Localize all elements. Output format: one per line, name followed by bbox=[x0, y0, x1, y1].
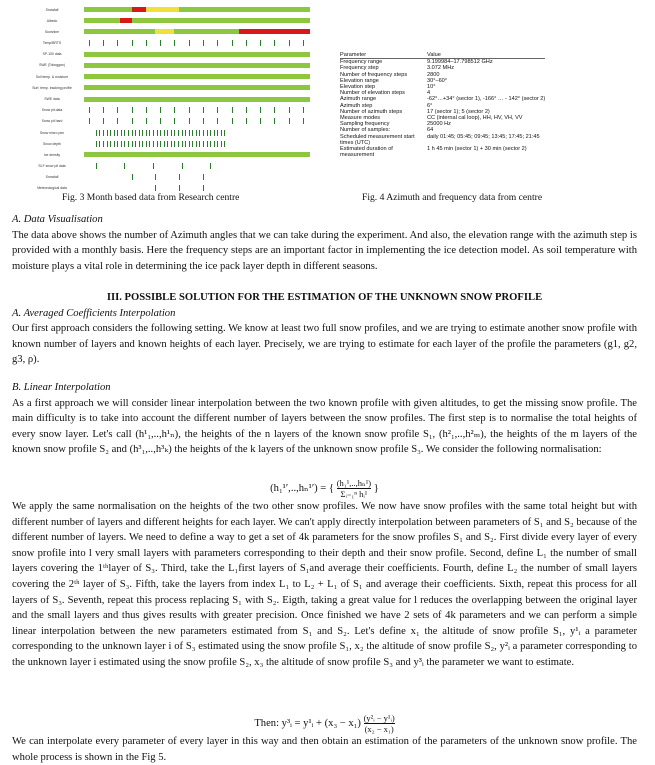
subsection-b-body-1: As a first approach we will consider linear interpolation between the two known profile with given altitudes, to get the missing snow profile. The main difficulty is to take into account the different number of layers between the snow profiles. The first step is to normalise the total heights of every snow layer. Let's call (h¹₁,..,h¹ₙ), the heights of the n layers of the known snow profile S₁, (h²₁,..,h²ₘ), the heights of the m layers of the known snow profile S₂ and (h³₁,..,h³ₖ) the heights of the k layers of the unknown snow profile S₃. We consider the following normalisation: bbox=[12, 397, 637, 456]
fig3-row-label: SWE (Toboggan) bbox=[39, 63, 65, 68]
fig3-tick bbox=[96, 130, 97, 136]
table-row bbox=[340, 146, 545, 158]
fig3-bar bbox=[132, 7, 146, 12]
fig3-tick bbox=[157, 130, 158, 136]
fig3-tick bbox=[167, 130, 168, 136]
subsection-a-title: A. Averaged Coefficients Interpolation bbox=[12, 307, 176, 319]
fig3-tick bbox=[246, 107, 247, 113]
param-name: Number of azimuth steps bbox=[340, 108, 403, 115]
fig3-tick bbox=[99, 141, 100, 147]
param-value: 10° bbox=[427, 84, 436, 91]
fig3-tick bbox=[207, 130, 208, 136]
fig3-tick bbox=[153, 130, 154, 136]
param-value: 25000 Hz bbox=[427, 121, 451, 128]
subsection-b bbox=[12, 380, 637, 458]
param-value: 64 bbox=[427, 127, 434, 134]
fig3-tick bbox=[149, 130, 150, 136]
section-iii bbox=[12, 290, 637, 368]
fig3-row-label: Soil temp. & moisture bbox=[35, 74, 69, 79]
fig3-tick bbox=[174, 141, 175, 147]
param-name: Number of samples: bbox=[340, 127, 391, 134]
fig3-row-label: SLF snow pit data bbox=[38, 164, 66, 169]
fig4-caption: Fig. 4 Azimuth and frequency data from centre bbox=[362, 192, 543, 203]
fig3-tick bbox=[203, 118, 204, 124]
fig3-tick bbox=[289, 107, 290, 113]
section-a-title: A. Data Visualisation bbox=[12, 214, 103, 225]
equation-interpolation bbox=[12, 713, 637, 734]
eq2-left: Then: y³ᵢ = y¹ᵢ + (x₃ − x₁) bbox=[254, 717, 361, 729]
fig3-tick bbox=[153, 141, 154, 147]
param-value: 30°–60° bbox=[427, 77, 448, 84]
fig3-tick bbox=[260, 118, 261, 124]
subsection-b-body-3: We can interpolate every parameter of every layer in this way and then obtain an estimation of the parameters of the unknown snow profile. The whole process is shown in the Fig 5. bbox=[12, 736, 637, 763]
fig3-bar bbox=[239, 29, 310, 34]
fig3-tick bbox=[160, 130, 161, 136]
subsection-b-title: B. Linear Interpolation bbox=[12, 382, 111, 393]
fig3-tick bbox=[189, 130, 190, 136]
eq1-numerator: (h₁¹,..,hₙ¹) bbox=[336, 478, 372, 488]
fig3-tick bbox=[274, 40, 275, 46]
fig3-tick bbox=[207, 141, 208, 147]
fig3-tick bbox=[289, 40, 290, 46]
fig3-tick bbox=[303, 118, 304, 124]
figure-3-month-data bbox=[22, 4, 322, 194]
fig3-tick bbox=[189, 141, 190, 147]
fig3-row-label: Snow depth bbox=[43, 141, 61, 146]
fig3-tick bbox=[217, 130, 218, 136]
fig3-tick bbox=[142, 141, 143, 147]
fig3-bar bbox=[120, 18, 132, 23]
fig3-tick bbox=[146, 107, 147, 113]
subsection-b-conclusion bbox=[12, 734, 637, 765]
fig3-tick bbox=[103, 141, 104, 147]
fig3-tick bbox=[117, 130, 118, 136]
param-name: Number of elevation steps bbox=[340, 90, 405, 97]
fig3-tick bbox=[203, 141, 204, 147]
fig3-tick bbox=[139, 130, 140, 136]
eq2-numerator: (y²ᵢ − y¹ᵢ) bbox=[363, 713, 395, 723]
fig3-tick bbox=[189, 40, 190, 46]
fig3-bar bbox=[179, 7, 310, 12]
table-row bbox=[340, 96, 545, 102]
fig3-row-label: Albedo bbox=[46, 18, 58, 23]
fig3-bar bbox=[84, 97, 310, 102]
fig3-tick bbox=[203, 130, 204, 136]
fig3-tick bbox=[121, 130, 122, 136]
fig3-tick bbox=[174, 40, 175, 46]
fig3-tick bbox=[124, 163, 125, 169]
fig3-row-label: SP-100 data bbox=[42, 52, 62, 57]
fig3-tick bbox=[142, 130, 143, 136]
fig3-row-label: Snow pit data bbox=[41, 108, 63, 113]
fig3-timeline-grid bbox=[84, 4, 322, 194]
fig3-tick bbox=[196, 141, 197, 147]
fig3-tick bbox=[164, 130, 165, 136]
fig3-tick bbox=[182, 163, 183, 169]
fig3-tick bbox=[289, 118, 290, 124]
fig3-row-label: Snowfall bbox=[45, 175, 59, 180]
fig3-tick bbox=[132, 141, 133, 147]
param-value: 4 bbox=[427, 90, 431, 97]
fig3-tick bbox=[178, 130, 179, 136]
param-value: 3.072 MHz bbox=[427, 65, 455, 72]
fig3-tick bbox=[157, 141, 158, 147]
fig3-tick bbox=[160, 40, 161, 46]
subsection-a-body: Our first approach considers the following setting. We know at least two full snow profiles, and we are trying to estimate another snow profile with known number of layers and known heights of each layer. Precisely, we are trying to estimate for each layer of the profile the parameters (g1, g2, g3, ρ). bbox=[12, 323, 637, 366]
fig3-bar bbox=[84, 152, 310, 157]
fig4-parameter-table bbox=[340, 52, 545, 158]
fig3-bar bbox=[132, 18, 311, 23]
fig3-tick bbox=[174, 130, 175, 136]
fig3-bar bbox=[84, 7, 132, 12]
fig3-tick bbox=[132, 40, 133, 46]
fig3-bar bbox=[146, 7, 179, 12]
fig3-tick bbox=[160, 107, 161, 113]
value-header: Value bbox=[427, 52, 545, 59]
fig3-tick bbox=[182, 130, 183, 136]
fig3-tick bbox=[155, 174, 156, 180]
fig3-tick bbox=[174, 107, 175, 113]
fig3-row-label: Snowfall bbox=[45, 7, 59, 12]
fig3-tick bbox=[203, 185, 204, 191]
fig3-row-label: Sunshine bbox=[44, 29, 60, 34]
fig3-tick bbox=[214, 141, 215, 147]
fig3-tick bbox=[117, 40, 118, 46]
fig3-tick bbox=[117, 141, 118, 147]
param-name: Elevation step bbox=[340, 84, 376, 91]
fig3-tick bbox=[232, 118, 233, 124]
fig3-tick bbox=[146, 141, 147, 147]
fig3-tick bbox=[114, 141, 115, 147]
param-value: 17 (sector 1); 5 (sector 2) bbox=[427, 108, 490, 115]
fig3-caption: Fig. 3 Month based data from Research centre bbox=[62, 192, 240, 203]
fig3-tick bbox=[146, 40, 147, 46]
fig3-tick bbox=[192, 130, 193, 136]
fig3-tick bbox=[117, 118, 118, 124]
fig3-tick bbox=[217, 141, 218, 147]
fig3-tick bbox=[89, 40, 90, 46]
fig3-tick bbox=[149, 141, 150, 147]
fig3-tick bbox=[203, 107, 204, 113]
fig3-bar bbox=[174, 29, 238, 34]
fig3-bar bbox=[84, 74, 310, 79]
subsection-b-body-2: We apply the same normalisation on the heights of the two other snow profiles. We now have snow profiles with the same total height but with different number of layers and different heights for each layer. We can't apply directly interpolation between parameters of S₁ and S₂ because of the different number of layers. We need to define a way to get a set of 4k parameters for the snow profiles S₁ and S₂. First divide every layer of every snow profile into l very small layers with parameters corresponding to their depth and their snow profile. Second, define L₁ the number of small layers covering the 1ᵗʰlayer of S₃. Third, take the L₁first layers of S₁and average their coefficients. Fourth, define L₂ the number of small layers covering the 2ᵗʰ layer of S₃. Fifth, take the layers from index L₁ to L₂ + L₁ of S₁ and average their coefficients. Sixth, repeat this process for all layers of S₃. Seventh, repeat this process replacing S₁ with S₂. Eigth, taking a great value for l reduces the overlapping between the original layer and the small layers and thus gives results with greater precision. Once finished we have 2 sets of 4k parameters and we can perform a simple linear interpolation between the new parameters estimated from S₁ and S₂. Let's define x₁ the altitude of snow profile S₁, y¹ᵢ a parameter corresponding to the unknown layer i of S₃ estimated using the snow profile S₁, x₂ the altitude of snow profile S₂, y²ᵢ a parameter corresponding to the unknown layer i estimated using the snow profile S₂, x₃ the altitude of snow profile S₃ and y³ᵢ the parameter we want to estimate. bbox=[12, 501, 637, 668]
fig3-tick bbox=[103, 40, 104, 46]
param-value: CC (internal cal loop), HH, HV, VH, VV bbox=[427, 115, 523, 122]
eq1-right: } bbox=[373, 482, 379, 494]
fig3-tick bbox=[303, 107, 304, 113]
fig3-tick bbox=[132, 107, 133, 113]
fig3-tick bbox=[224, 130, 225, 136]
fig3-tick bbox=[303, 40, 304, 46]
fig3-bar bbox=[84, 18, 120, 23]
fig3-tick bbox=[178, 141, 179, 147]
fig3-bar bbox=[84, 85, 310, 90]
fig3-tick bbox=[203, 174, 204, 180]
fig3-row-label: Ice density bbox=[43, 152, 61, 157]
param-name: Sampling frequency bbox=[340, 121, 390, 128]
fig3-tick bbox=[135, 141, 136, 147]
fig3-tick bbox=[189, 107, 190, 113]
fig3-tick bbox=[192, 141, 193, 147]
eq2-denominator: (x₂ − x₁) bbox=[364, 724, 394, 734]
fig3-tick bbox=[246, 40, 247, 46]
fig3-tick bbox=[124, 141, 125, 147]
fig3-tick bbox=[274, 118, 275, 124]
fig3-tick bbox=[96, 141, 97, 147]
eq1-denominator: Σᵢ₌₁ⁿ hᵢ¹ bbox=[340, 489, 368, 499]
fig3-tick bbox=[217, 40, 218, 46]
param-name: Azimuth range bbox=[340, 96, 377, 103]
fig3-tick bbox=[189, 118, 190, 124]
section-a-data-visualisation bbox=[12, 212, 637, 274]
fig3-bar bbox=[84, 63, 310, 68]
fig3-tick bbox=[132, 118, 133, 124]
fig3-tick bbox=[167, 141, 168, 147]
fig3-row-label: Meteorological data bbox=[37, 186, 67, 191]
param-header: Parameter bbox=[340, 52, 427, 59]
fig3-tick bbox=[132, 174, 133, 180]
eq1-left: (h₁¹′,..,hₙ¹′) = { bbox=[270, 482, 335, 494]
fig3-tick bbox=[221, 141, 222, 147]
subsection-b-continued bbox=[12, 499, 637, 671]
fig3-tick bbox=[199, 130, 200, 136]
fig3-tick bbox=[210, 130, 211, 136]
fig3-tick bbox=[132, 130, 133, 136]
fig3-tick bbox=[164, 141, 165, 147]
fig3-tick bbox=[171, 141, 172, 147]
param-name: Elevation range bbox=[340, 77, 379, 84]
fig3-tick bbox=[103, 130, 104, 136]
section-a-body: The data above shows the number of Azimuth angles that we can take during the experiment. And also, the elevation range with the azimuth step is provided with a monthly basis. Here the frequency steps are an important factor in implementing the ice detection model. As soil temperature with moisture plays a vital role in determining the ice pack layer depth in different seasons. bbox=[12, 229, 637, 272]
fig3-tick bbox=[124, 130, 125, 136]
fig3-tick bbox=[260, 107, 261, 113]
fig3-tick bbox=[224, 141, 225, 147]
fig3-bar bbox=[155, 29, 174, 34]
fig3-row-label: Surf. temp. tracking profile bbox=[32, 85, 72, 90]
fig3-tick bbox=[182, 141, 183, 147]
fig3-tick bbox=[114, 130, 115, 136]
fig3-row-label: SWE data bbox=[44, 97, 60, 101]
table-row bbox=[340, 59, 545, 66]
fig3-row-label: Temp/BRTS bbox=[42, 41, 62, 46]
fig3-tick bbox=[196, 130, 197, 136]
param-value: 2800 bbox=[427, 71, 440, 78]
fig3-tick bbox=[217, 107, 218, 113]
param-name: Frequency range bbox=[340, 59, 383, 66]
table-header-row bbox=[340, 52, 545, 59]
fig3-tick bbox=[110, 130, 111, 136]
fig3-tick bbox=[128, 130, 129, 136]
fig3-tick bbox=[107, 141, 108, 147]
fig3-tick bbox=[103, 118, 104, 124]
fig3-tick bbox=[96, 163, 97, 169]
param-name: Measure modes bbox=[340, 115, 381, 122]
fig3-bar bbox=[84, 52, 310, 57]
fig3-tick bbox=[128, 141, 129, 147]
fig3-tick bbox=[155, 185, 156, 191]
fig3-tick bbox=[232, 107, 233, 113]
param-value: 1 h 45 min (sector 1) + 30 min (sector 2) bbox=[427, 146, 527, 153]
fig3-tick bbox=[99, 130, 100, 136]
param-name: Estimated duration of measurement bbox=[340, 146, 393, 159]
fig3-row-label: Snow micro pen bbox=[39, 130, 65, 135]
fig3-tick bbox=[171, 130, 172, 136]
fig3-tick bbox=[174, 118, 175, 124]
section-iii-title: III. POSSIBLE SOLUTION FOR THE ESTIMATION OF THE UNKNOWN SNOW PROFILE bbox=[106, 292, 543, 303]
fig3-tick bbox=[117, 107, 118, 113]
fig3-tick bbox=[139, 141, 140, 147]
fig3-tick bbox=[110, 141, 111, 147]
fig3-tick bbox=[274, 107, 275, 113]
fig3-tick bbox=[179, 185, 180, 191]
param-value: 6° bbox=[427, 102, 433, 109]
fig3-tick bbox=[210, 163, 211, 169]
fig3-row-label: Snow pit hard bbox=[41, 119, 63, 124]
param-value: -62°…+34° (sector 1), -166° … - 142° (sector 2) bbox=[427, 96, 546, 103]
fig3-tick bbox=[260, 40, 261, 46]
fig3-tick bbox=[160, 118, 161, 124]
param-value: daily 01:45; 05:45; 09:45; 13:45; 17:45; 21:45 bbox=[427, 133, 540, 140]
fig3-tick bbox=[203, 40, 204, 46]
fig3-bar bbox=[84, 29, 155, 34]
fig3-tick bbox=[221, 130, 222, 136]
fig3-tick bbox=[246, 118, 247, 124]
fig3-tick bbox=[121, 141, 122, 147]
fig3-tick bbox=[185, 130, 186, 136]
fig3-tick bbox=[179, 174, 180, 180]
fig3-tick bbox=[89, 118, 90, 124]
fig3-tick bbox=[232, 40, 233, 46]
fig3-tick bbox=[107, 130, 108, 136]
table-row bbox=[340, 134, 545, 146]
fig3-tick bbox=[214, 130, 215, 136]
fig3-tick bbox=[89, 107, 90, 113]
param-value: 9.199984–17.798512 GHz bbox=[427, 59, 493, 66]
param-name: Scheduled measurement start times (UTC) bbox=[340, 133, 415, 146]
fig3-tick bbox=[153, 163, 154, 169]
param-name: Number of frequency steps bbox=[340, 71, 408, 78]
fig3-tick bbox=[217, 118, 218, 124]
fig3-tick bbox=[160, 141, 161, 147]
fig3-tick bbox=[210, 141, 211, 147]
fig3-tick bbox=[146, 118, 147, 124]
fig3-tick bbox=[199, 141, 200, 147]
param-name: Frequency step bbox=[340, 65, 379, 72]
fig3-tick bbox=[103, 107, 104, 113]
fig3-tick bbox=[185, 141, 186, 147]
fig3-tick bbox=[135, 130, 136, 136]
equation-normalisation bbox=[12, 478, 637, 499]
fig3-tick bbox=[146, 130, 147, 136]
param-name: Azimuth step bbox=[340, 102, 373, 109]
